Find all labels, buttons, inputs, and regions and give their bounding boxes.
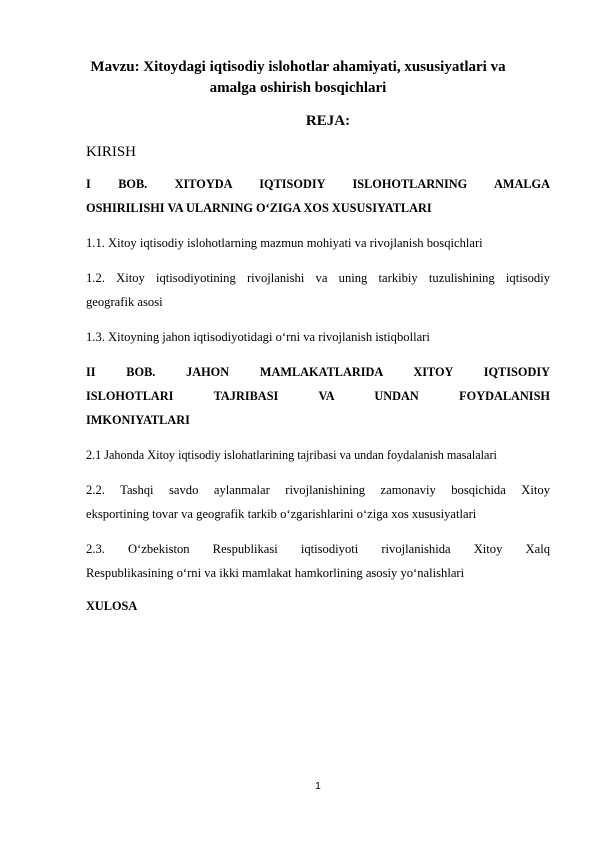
chapter-1-line-1: I BOB. XITOYDA IQTISODIY ISLOHOTLARNING AMALGA bbox=[86, 177, 550, 191]
chapter-2-line-3: IMKONIYATLARI bbox=[86, 413, 190, 427]
section-1-1 bbox=[86, 231, 550, 255]
chapter-1-heading bbox=[86, 172, 550, 220]
section-1-1-text: 1.1. Xitoy iqtisodiy islohotlarning mazmun mohiyati va rivojlanish bosqichlari bbox=[86, 236, 483, 250]
section-2-1-text: 2.1 Jahonda Xitoy iqtisodiy islohatlarining tajribasi va undan foydalanish masalalari bbox=[86, 448, 497, 462]
plan-heading: REJA: bbox=[305, 113, 351, 129]
page-number: 1 bbox=[315, 781, 321, 792]
section-2-1 bbox=[86, 443, 550, 467]
section-2-3-line-1: 2.3. O‘zbekiston Respublikasi iqtisodiyoti rivojlanishida Xitoy Xalq bbox=[86, 542, 550, 556]
chapter-2-line-1: II BOB. JAHON MAMLAKATLARIDA XITOY IQTISODIY bbox=[86, 365, 550, 379]
title-line-2: amalga oshirish bosqichlari bbox=[209, 80, 387, 96]
section-2-2 bbox=[86, 478, 550, 526]
section-1-3-text: 1.3. Xitoyning jahon iqtisodiyotidagi o‘rni va rivojlanish istiqbollari bbox=[86, 330, 430, 344]
section-2-2-line-2: eksportining tovar va geografik tarkib o‘zgarishlarini o‘ziga xos xususiyatlari bbox=[86, 507, 477, 521]
section-1-2 bbox=[86, 266, 550, 314]
section-1-3 bbox=[86, 325, 550, 349]
introduction-heading: KIRISH bbox=[86, 144, 137, 160]
chapter-2-heading bbox=[86, 360, 550, 432]
section-2-3 bbox=[86, 537, 550, 585]
title-line-1: Mavzu: Xitoydagi iqtisodiy islohotlar ahamiyati, xususiyatlari va bbox=[90, 59, 506, 75]
document-title bbox=[60, 57, 536, 99]
section-1-2-line-1: 1.2. Xitoy iqtisodiyotining rivojlanishi va uning tarkibiy tuzulishining iqtisodiy bbox=[86, 271, 550, 285]
section-2-2-line-1: 2.2. Tashqi savdo aylanmalar rivojlanishining zamonaviy bosqichida Xitoy bbox=[86, 483, 550, 497]
chapter-1-line-2: OSHIRILISHI VA ULARNING O‘ZIGA XOS XUSUSIYATLARI bbox=[86, 201, 432, 215]
section-2-3-line-2: Respublikasining o‘rni va ikki mamlakat hamkorlining asosiy yo‘nalishlari bbox=[86, 566, 465, 580]
conclusion-heading: XULOSA bbox=[86, 599, 138, 613]
chapter-2-line-2: ISLOHOTLARI TAJRIBASI VA UNDAN FOYDALANISH bbox=[86, 389, 550, 403]
section-1-2-line-2: geografik asosi bbox=[86, 295, 163, 309]
